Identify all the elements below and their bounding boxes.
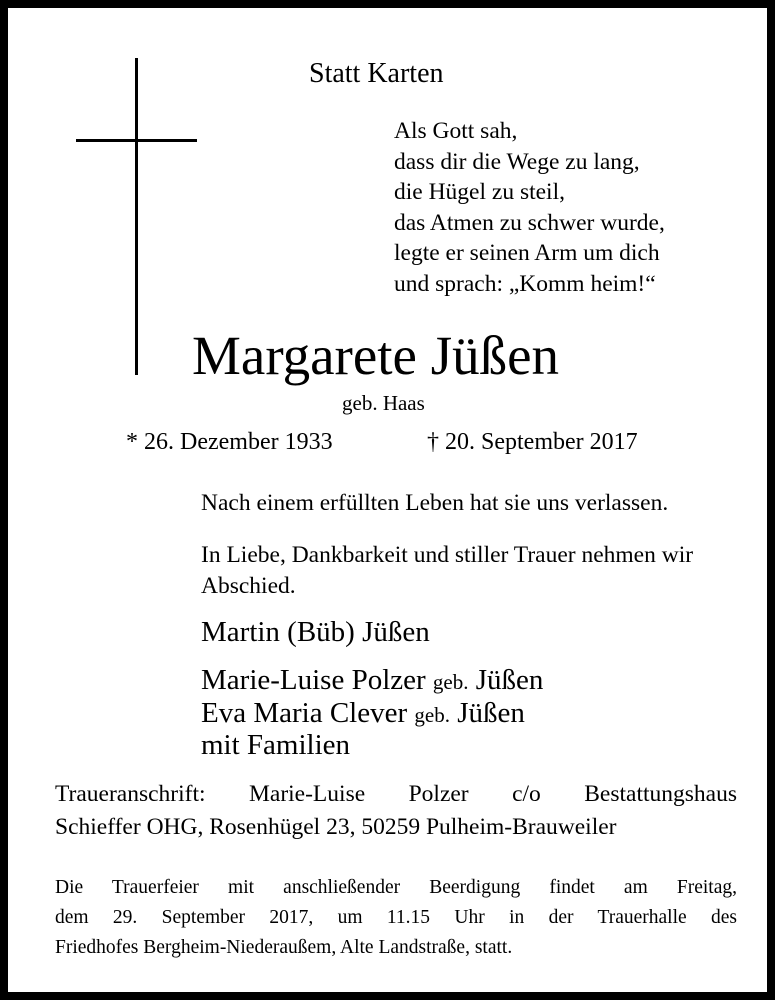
death-date: † 20. September 2017 [427,429,638,455]
birth-date: * 26. Dezember 1933 [126,429,333,455]
mourner-families: mit Familien [201,729,351,761]
cross-icon-bar [76,139,197,142]
mourner-name [201,697,525,730]
geb-label: geb. [414,703,450,727]
mourner-name [201,664,543,697]
mourner-surname: Jüßen [475,664,544,696]
message-line: Nach einem erfüllten Leben hat sie uns verlassen. [201,490,669,516]
mourner-given-name: Marie-Luise Polzer [201,664,426,696]
poem-line: Als Gott sah, [394,118,518,144]
address-line: Schieffer OHG, Rosenhügel 23, 50259 Pulheim-Brauweiler [55,814,617,840]
statt-karten-heading: Statt Karten [309,58,444,89]
cross-icon [135,58,138,375]
mourner-given-name: Eva Maria Clever [201,697,408,729]
poem-line: die Hügel zu steil, [394,179,565,205]
address-line: Traueranschrift: Marie-Luise Polzer c/o Bestattungshaus [55,781,737,807]
poem-line: legte er seinen Arm um dich [394,240,660,266]
funeral-notice [55,873,737,963]
poem-line: und sprach: „Komm heim!“ [394,270,656,297]
mourning-address [55,778,737,844]
funeral-line: Friedhofes Bergheim-Niederaußem, Alte Landstraße, statt. [55,937,513,958]
mourner-name: Martin (Büb) Jüßen [201,616,430,648]
funeral-line: dem 29. September 2017, um 11.15 Uhr in der Trauerhalle des [55,907,737,928]
funeral-line: Die Trauerfeier mit anschließender Beerdigung findet am Freitag, [55,877,737,898]
poem-line: dass dir die Wege zu lang, [394,148,640,175]
geb-label: geb. [432,670,469,694]
deceased-name: Margarete Jüßen [192,325,560,386]
message-farewell: In Liebe, Dankbarkeit und stiller Trauer nehmen wir Abschied. [201,542,694,599]
maiden-name: geb. Haas [342,391,425,415]
mourner-surname: Jüßen [457,697,525,729]
poem-line: das Atmen zu schwer wurde, [394,209,665,236]
poem [394,116,665,299]
